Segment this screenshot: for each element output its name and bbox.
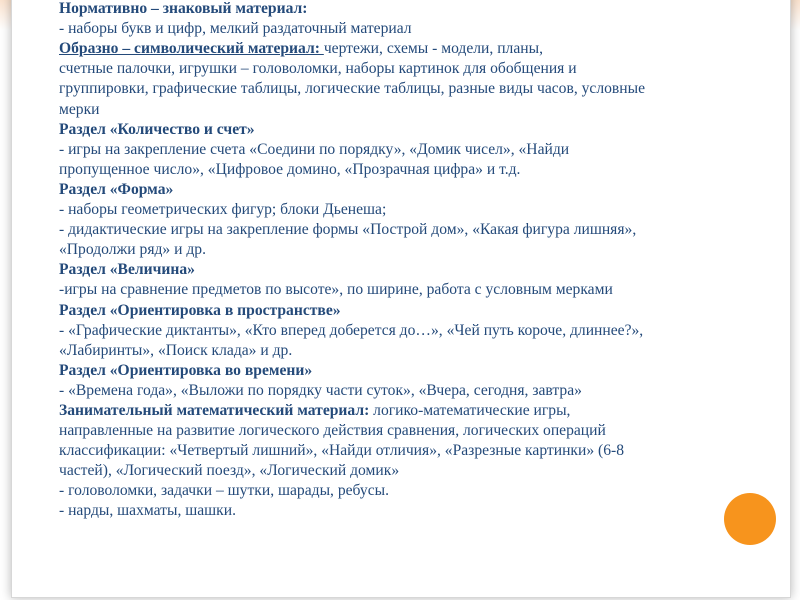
- text-line: группировки, графические таблицы, логические таблицы, разные виды часов, условные: [59, 80, 646, 98]
- text-line: - игры на закрепление счета «Соедини по порядку», «Домик чисел», «Найди: [59, 140, 570, 158]
- text-line: частей), «Логический поезд», «Логический домик»: [59, 462, 400, 480]
- text-line: -игры на сравнение предметов по высоте», по ширине, работа с условным мерками: [59, 281, 613, 299]
- text-line: мерки: [59, 100, 100, 118]
- text-line: - «Времена года», «Выложи по порядку части суток», «Вчера, сегодня, завтра»: [59, 381, 582, 399]
- text-line: - нарды, шахматы, шашки.: [59, 502, 237, 520]
- section-heading-shape: Раздел «Форма»: [59, 180, 174, 198]
- slide-card: [11, 0, 791, 598]
- text-line: «Лабиринты», «Поиск клада» и др.: [59, 341, 293, 359]
- section-heading-time: Раздел «Ориентировка во времени»: [59, 361, 313, 379]
- section-heading-normative: Нормативно – знаковый материал:: [59, 0, 308, 18]
- text-line: - дидактические игры на закрепление формы «Построй дом», «Какая фигура лишняя»,: [59, 221, 637, 239]
- text-line: классификации: «Четвертый лишний», «Найди отличия», «Разрезные картинки» (6-8: [59, 442, 625, 460]
- text-line-entertaining: Занимательный математический материал: логико-математические игры,: [59, 401, 571, 419]
- section-heading-quantity: Раздел «Количество и счет»: [59, 120, 255, 138]
- text-line: - головоломки, задачки – шутки, шарады, ребусы.: [59, 482, 389, 500]
- text-line: пропущенное число», «Цифровое домино, «Прозрачная цифра» и т.д.: [59, 160, 521, 178]
- section-heading-size: Раздел «Величина»: [59, 261, 195, 279]
- orange-circle-decoration: [724, 493, 776, 545]
- text-line: «Продолжи ряд» и др.: [59, 241, 206, 259]
- text-line: счетные палочки, игрушки – головоломки, наборы картинок для обобщения и: [59, 60, 577, 78]
- slide-text: [59, 0, 749, 522]
- text-line-figurative: Образно – символический материал: чертежи, схемы - модели, планы,: [59, 40, 543, 58]
- text-line: - «Графические диктанты», «Кто вперед доберется до…», «Чей путь короче, длиннее?»,: [59, 321, 644, 339]
- text-line: - наборы геометрических фигур; блоки Дьенеша;: [59, 201, 387, 219]
- text-line: - наборы букв и цифр, мелкий раздаточный материал: [59, 20, 412, 38]
- section-heading-space: Раздел «Ориентировка в пространстве»: [59, 301, 341, 319]
- text-line: направленные на развитие логического действия сравнения, логических операций: [59, 422, 606, 440]
